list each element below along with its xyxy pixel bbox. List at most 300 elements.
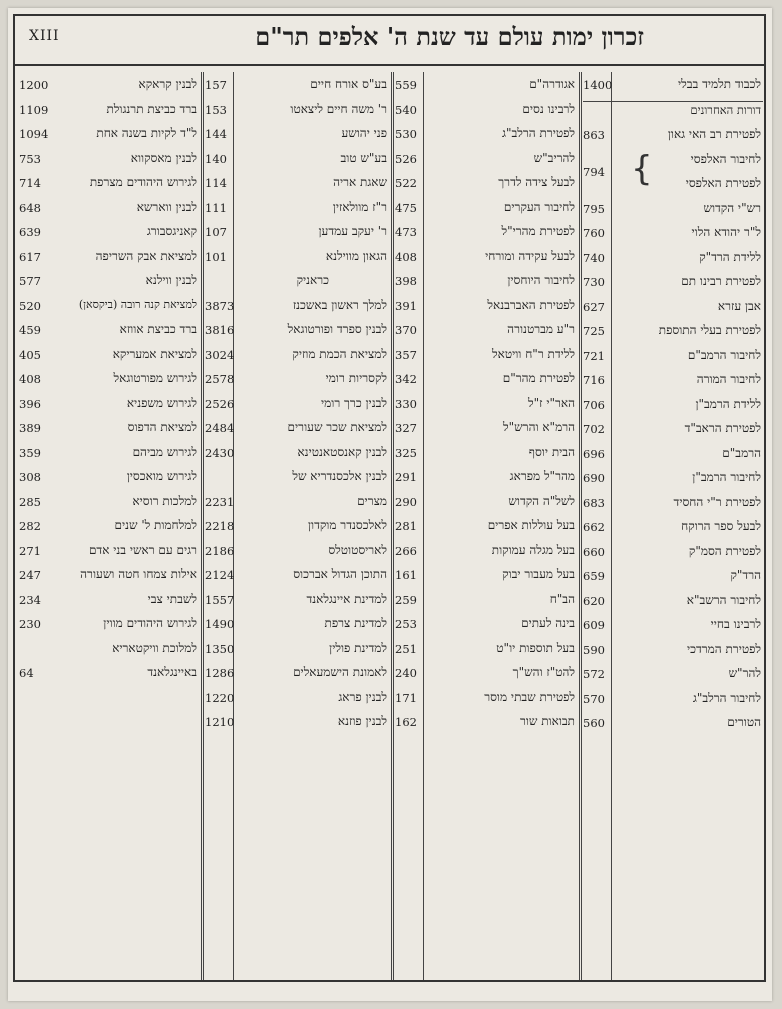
table-row [19,664,199,689]
table-row [395,640,577,665]
table-row [583,641,763,666]
row-year: 2124 [205,568,235,582]
table-row [583,224,763,249]
table-row [205,640,389,665]
table-row [19,223,199,248]
row-year: 370 [395,323,417,337]
table-row [395,419,577,444]
row-label: בינה לעתים [521,616,575,630]
table-row [19,199,199,224]
row-year: 285 [19,494,41,509]
row-year: 660 [583,544,605,559]
table-row [395,248,577,273]
row-year: 1109 [19,102,49,117]
table-row [19,468,199,493]
table-row [583,200,763,225]
row-year: 570 [583,691,605,706]
row-label: הב"ח [549,591,575,606]
table-row [395,566,577,591]
row-year: 291 [395,470,417,484]
row-year: 2526 [205,396,235,411]
row-label: בעל מגלה עמוקות [491,542,575,557]
chronology-table [15,72,764,980]
table-row [19,493,199,518]
table-row [583,322,763,347]
row-label: בעל תוספות יו"ט [496,640,575,655]
row-label: אגודרה"ם [529,77,575,91]
table-row [395,493,577,518]
row-year: 522 [395,176,417,190]
row-label: לפטירת רבינו תם [681,274,761,288]
table-row [395,444,577,469]
row-label: ל"ר יהודא הלוי [691,225,761,239]
table-row [19,419,199,444]
table-row [583,690,763,715]
row-label: לפטירת שבתי מוסר [484,689,575,704]
row-year: 1220 [205,690,235,705]
table-row [205,395,389,420]
row-label: רש"י הקדוש [703,200,761,215]
row-year: 706 [583,397,605,412]
row-year: 230 [19,617,41,631]
row-label: לחיבור הרשב"א [686,592,761,607]
row-year: 639 [19,225,41,239]
row-year: 2186 [205,543,235,558]
table-row [395,76,577,101]
table-row [205,468,389,493]
row-year: 396 [19,396,41,411]
table-row [19,101,199,126]
table-row [205,419,389,444]
table-row [583,371,763,396]
row-label: לגירוש היהודים מווין [103,616,197,630]
row-label: הגאון מווילנא [325,248,387,263]
row-year: 408 [395,249,417,264]
table-row [395,591,577,616]
table-row [395,689,577,714]
row-label: לפטירת האברבנאל [487,297,575,312]
row-label: לפטירת האלפסי [685,176,761,190]
row-year: 725 [583,324,605,338]
row-year: 325 [395,445,417,460]
row-year: 1286 [205,666,235,680]
row-year: 101 [205,249,227,264]
column-1 [583,76,763,739]
row-label: לחיבור הרלב"ג [692,690,761,705]
table-row [205,346,389,371]
row-label: לבעל צידה לדרך [498,175,575,189]
row-year: 540 [395,102,417,117]
row-label: ללידת הרמב"ן [695,396,761,411]
table-row [19,150,199,175]
row-year: 530 [395,127,417,141]
row-label: לשל"ה הקדוש [508,493,575,508]
row-year: 794 [583,164,605,179]
table-row [583,445,763,470]
row-year: 251 [395,641,417,656]
table-row [205,297,389,322]
table-row [19,615,199,640]
table-row [19,272,199,297]
table-row [583,543,763,568]
row-year: 3816 [205,323,235,337]
row-label: לרבינו בחיי [710,617,761,631]
row-year: 475 [395,200,417,215]
table-row [19,640,199,665]
table-row [19,346,199,371]
row-year: 620 [583,593,605,608]
row-label: אבן עזרא [717,298,761,313]
row-year: 144 [205,127,227,141]
row-year: 240 [395,666,417,680]
table-row [395,395,577,420]
column-separator [391,72,394,980]
row-label: האר"י ז"ל [528,395,575,410]
table-row [395,297,577,322]
row-year: 3873 [205,298,235,313]
table-row [19,370,199,395]
row-year: 702 [583,422,605,436]
table-row [205,664,389,689]
row-label: למדינת צרפת [324,616,387,630]
table-row [395,321,577,346]
row-label: לבנין פוזנא [337,714,387,728]
row-year: 342 [395,372,417,386]
row-label: בע"ס אורח חיים [310,77,387,91]
row-label: מהר"ל מפראג [509,469,575,483]
row-label: לחיבור העקרים [503,199,575,214]
table-row [395,223,577,248]
row-label: הרד"ק [730,568,761,582]
row-label: ברד כביצת תרנגולת [106,101,197,116]
row-year: 140 [205,151,227,166]
row-year: 247 [19,568,41,582]
table-row [583,714,763,739]
table-row [205,689,389,714]
row-label: לבנין אלכסנדריא של [292,469,387,483]
row-label: לאלכסנדר מוקדון [307,518,387,532]
row-label: לגירוש משפניא [126,395,197,410]
row-label: להריב"ש [533,150,575,165]
table-row [583,469,763,494]
table-row [19,125,199,150]
row-year: 659 [583,569,605,583]
column-3 [205,76,389,738]
row-year: 662 [583,520,605,534]
table-row [205,493,389,518]
table-row [19,248,199,273]
row-label: לגירוש מפורטוגאל [113,371,197,385]
table-row [205,272,389,297]
row-label: לגירוש מואכסין [126,469,197,483]
row-label: לבנין קאנסטאנטינא [297,444,387,459]
table-row [583,665,763,690]
row-year: 161 [395,568,417,582]
row-year: 721 [583,348,605,363]
row-label: למלכות רוסיא [132,493,197,508]
row-label: הרמב"ם [722,445,761,460]
section-heading: כראניק [296,273,329,287]
row-label: למציאת אבק השריפה [95,248,197,263]
table-row [395,615,577,640]
row-year: 2218 [205,519,235,533]
row-label: לאמונת הישמעאלים [293,665,387,679]
table-row [583,347,763,372]
table-row [583,494,763,519]
row-year: 577 [19,274,41,288]
row-label: מצרים [357,493,387,508]
table-row [583,567,763,592]
table-row [395,346,577,371]
row-label: לבעל עקידה ומורחי [485,248,575,263]
row-label: לפטירת בעלי התוספת [658,323,761,337]
row-label: לבנין קראקא [138,77,197,91]
row-label: בעל מעבור יבוק [502,567,575,581]
row-year: 253 [395,617,417,631]
table-row [205,566,389,591]
table-row [205,76,389,101]
table-row [19,174,199,199]
table-row [205,223,389,248]
row-year: 627 [583,299,605,314]
row-label: לחיבור המורה [696,372,761,386]
row-year: 459 [19,323,41,337]
row-year: 795 [583,201,605,216]
row-year: 153 [205,102,227,117]
row-label: לבנין מאסקווא [130,150,197,165]
row-label: לבנין פראג [338,689,387,704]
table-row [205,150,389,175]
row-label: למציאת הדפוס [127,420,197,434]
table-row [395,370,577,395]
table-row [19,395,199,420]
row-label: למדינת פולין [329,640,387,655]
row-year: 1557 [205,592,235,607]
table-row [205,591,389,616]
row-label: באיינגלאנד [147,665,197,679]
row-year: 696 [583,446,605,461]
table-row [583,420,763,445]
row-label: למדינת איינגלאנד [306,591,387,606]
table-row [19,566,199,591]
row-label: לרבינו נסים [522,101,575,116]
row-year: 617 [19,249,41,264]
table-row [205,444,389,469]
row-year: 111 [205,200,227,215]
row-label: אילות צמחו חטה ושעורה [80,567,197,581]
row-year: 560 [583,716,605,730]
column-4 [19,76,199,689]
row-year: 271 [19,543,41,558]
row-label: להר"ש [728,666,761,680]
page-frame [13,14,766,982]
column-separator [201,72,204,980]
row-year: 266 [395,543,417,558]
row-label: למציאת קנה רובה (ביקסאן) [78,297,197,311]
row-label: לפטירת ר"י החסיד [673,494,761,509]
row-label: לחיבור היוחסין [507,273,575,287]
table-row [395,101,577,126]
row-label: למלוכת וויקטאריא [112,640,197,655]
row-label: לחיבור האלפסי [690,151,761,166]
row-label: לגירוש היהודים מצרפת [89,175,197,189]
table-row [395,664,577,689]
row-year: 609 [583,618,605,632]
row-year: 690 [583,471,605,485]
table-row [395,174,577,199]
row-year: 290 [395,494,417,509]
row-label: לחיבור הרמב"ם [687,347,761,362]
table-row [205,125,389,150]
table-row [205,517,389,542]
table-row [583,249,763,274]
column-separator [579,72,582,980]
row-label: לפטירת מהרי"ל [501,224,575,238]
row-year: 760 [583,226,605,240]
table-row [19,321,199,346]
row-year: 357 [395,347,417,362]
row-year: 405 [19,347,41,362]
table-row [583,273,763,298]
row-label: לבנין כרך רומי [320,395,387,410]
row-label: ברד כביצת אווזא [119,322,197,336]
row-label: למלחמות ל' שנים [114,518,197,532]
row-year: 2430 [205,445,235,460]
row-year: 2578 [205,372,235,386]
table-row [19,542,199,567]
row-label: התוכן הגדול אברכוס [293,567,387,581]
table-row [583,101,763,127]
row-label: לגירוש מביהם [132,444,197,459]
row-label: לפטירת הרלב"ג [502,126,575,140]
row-year: 408 [19,372,41,386]
table-row [395,713,577,738]
row-year: 716 [583,373,605,387]
row-year: 359 [19,445,41,460]
table-row [395,199,577,224]
table-row [205,370,389,395]
table-row [205,321,389,346]
row-label: ללידת ר"ח וויטאל [492,346,575,361]
row-year: 1200 [19,78,49,92]
row-label: למציאת אמעריקא [112,346,197,361]
row-label: לחיבור הרמב"ן [692,470,761,484]
brace-icon: { [631,148,653,189]
table-row [205,542,389,567]
table-row [205,101,389,126]
row-label: ללידת הרד"ק [699,249,761,264]
row-label: לכבוד תלמיד בבלי [677,77,761,91]
row-year: 1350 [205,641,235,656]
row-year: 64 [19,666,34,680]
row-label: ר' יעקב עמדען [318,224,387,238]
row-label: לפטירת הראב"ד [684,421,761,435]
row-label: לבנין ספרד ופורטוגאל [287,322,387,336]
row-label: למציאת הכמת מוזיק [292,346,387,361]
section-heading: דורות האחרונים [690,102,761,117]
row-year: 330 [395,396,417,411]
row-label: פני יהושע [341,126,387,140]
table-row [205,713,389,738]
table-row [583,298,763,323]
table-row [583,592,763,617]
table-row [19,444,199,469]
row-year: 162 [395,715,417,729]
row-label: ר"ע מברטנורה [507,322,575,336]
row-year: 281 [395,519,417,533]
row-year: 389 [19,421,41,435]
row-year: 2231 [205,494,235,509]
row-label: לפטירת מהר"ם [502,371,575,385]
table-row [395,272,577,297]
row-year: 559 [395,78,417,92]
table-row [395,125,577,150]
table-row [583,396,763,421]
row-year: 730 [583,275,605,289]
row-year: 473 [395,225,417,239]
row-label: לבנין ווילנא [145,273,197,287]
row-label: לפטירת המרדכי [686,641,761,656]
row-label: לפטירת רב האי גאון [667,127,761,141]
row-year: 714 [19,176,41,190]
row-year: 2484 [205,421,235,435]
row-year: 171 [395,690,417,705]
table-row [395,517,577,542]
row-label: לבעל ספר הרוקח [681,519,761,533]
row-year: 740 [583,250,605,265]
page-title: זכרון ימות עולם עד שנת ה' אלפים תר"ם [255,22,644,51]
table-row [583,175,763,200]
table-row [19,76,199,101]
page-number: XIII [29,28,60,44]
row-year: 1094 [19,127,49,141]
table-row [583,126,763,151]
table-row [205,174,389,199]
row-year: 259 [395,592,417,607]
table-row [19,297,199,322]
row-year: 398 [395,274,417,288]
row-label: למלך ראשון באשכנז [292,297,387,312]
row-label: ר"ז מוולאזין [332,199,387,214]
table-row [583,518,763,543]
row-year: 308 [19,470,41,484]
row-year: 526 [395,151,417,166]
table-row [395,468,577,493]
row-year: 391 [395,298,417,313]
row-label: בע"ש טוב [340,150,387,165]
row-year: 590 [583,642,605,657]
table-row [205,615,389,640]
table-row [583,76,763,101]
row-year: 107 [205,225,227,239]
row-label: ר' משה חיים ליצאטו [290,101,387,116]
row-label: הבית יוסף [528,444,575,459]
row-label: לשבתי צבי [147,591,197,606]
row-label: תבואות שור [519,714,575,728]
row-label: הטורים [727,715,761,729]
row-label: להט"ז והש"ך [512,665,575,679]
row-year: 114 [205,176,227,190]
row-year: 157 [205,78,227,92]
row-year: 648 [19,200,41,215]
row-label: שאגת אריה [333,175,387,189]
row-label: לבנין ווארשא [136,199,197,214]
column-2 [395,76,577,738]
row-label: לקסריות רומי [325,371,387,385]
table-row [395,150,577,175]
row-label: לפטירת הסמ"ק [688,543,761,558]
table-row [583,616,763,641]
